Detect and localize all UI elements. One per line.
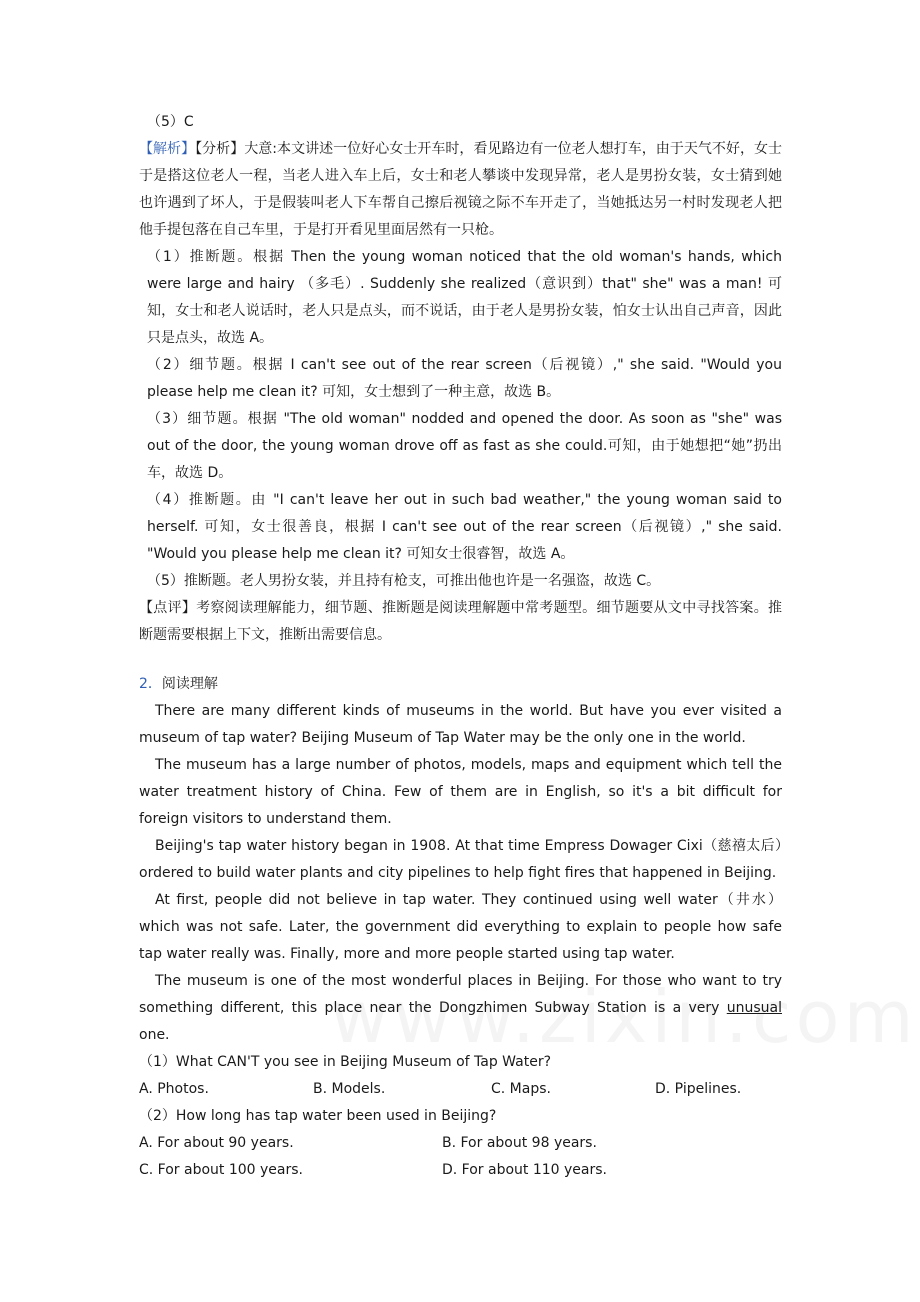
answer-line: （5）C [147, 114, 194, 130]
sub-question-1-stem: （1）What CAN'T you see in Beijing Museum of Tap Water? [139, 1054, 552, 1070]
analysis-item-3: （3）细节题。根据 "The old woman" nodded and opened the door. As soon as "she" was out of the door, the young woman drove off as fast as she could.可知，由于她想把“她”扔出车，故选 D。 [147, 411, 782, 481]
analysis-item-5: （5）推断题。老人男扮女装，并且持有枪支，可推出他也许是一名强盗，故选 C。 [147, 573, 661, 589]
question-2-heading [139, 671, 782, 698]
question-title: 阅读理解 [161, 676, 218, 692]
option-c[interactable]: C. For about 100 years. [139, 1162, 303, 1178]
option-b[interactable]: B. For about 98 years. [442, 1135, 597, 1151]
passage-paragraph-3: Beijing's tap water history began in 1908. At that time Empress Dowager Cixi（慈禧太后）ordered to build water plants and city pipelines to help fight fires that happened in Beijing. [139, 838, 782, 881]
option-b[interactable]: B. Models. [313, 1081, 386, 1097]
sub-question-2-options-row-1 [139, 1130, 782, 1157]
passage-paragraph-5 [139, 968, 782, 1049]
analysis-item-4: （4）推断题。由 "I can't leave her out in such bad weather," the young woman said to herself. 可知，女士很善良，根据 I can't see out of the rear screen（后视镜）," she said. "Would you please help me clean it? 可知女士很睿智，故选 A。 [147, 492, 782, 562]
passage-paragraph-2: The museum has a large number of photos, models, maps and equipment which tell the water treatment history of China. Few of them are in English, so it's a bit difficult for foreign visitors to understand them. [139, 757, 782, 827]
option-a[interactable]: A. Photos. [139, 1081, 209, 1097]
analysis-comment: 【点评】考察阅读理解能力，细节题、推断题是阅读理解题中常考题型。细节题要从文中寻找答案。推断题需要根据上下文，推断出需要信息。 [139, 600, 782, 643]
passage-paragraph-1: There are many different kinds of museums in the world. But have you ever visited a museum of tap water? Beijing Museum of Tap Water may be the only one in the world. [139, 703, 782, 746]
question-number: 2． [139, 676, 162, 692]
passage-paragraph-4: At first, people did not believe in tap water. They continued using well water（井水） which was not safe. Later, the government did everything to explain to people how safe tap water really was. Finally, more and more people started using tap water. [139, 892, 782, 962]
analysis-tag: 【解析】 [139, 141, 196, 157]
sub-question-1-options [139, 1076, 782, 1103]
option-d[interactable]: D. For about 110 years. [442, 1162, 607, 1178]
sub-question-2-stem: （2）How long has tap water been used in Beijing? [139, 1108, 497, 1124]
paragraph-5-end: one. [139, 1027, 170, 1043]
paragraph-5-text: The museum is one of the most wonderful places in Beijing. For those who want to try something different, this place near the Dongzhimen Subway Station is a very [139, 973, 782, 1016]
underlined-word: unusual [726, 1000, 782, 1016]
analysis-summary [139, 136, 782, 244]
spacer [139, 649, 782, 671]
document-page [139, 109, 782, 1184]
option-a[interactable]: A. For about 90 years. [139, 1135, 294, 1151]
analysis-summary-text: 大意:本文讲述一位好心女士开车时，看见路边有一位老人想打车，由于天气不好，女士于是搭这位老人一程，当老人进入车上后，女士和老人攀谈中发现异常，老人是男扮女装，女士猜到她也许遇到了坏人，于是假装叫老人下车帮自己擦后视镜之际不车开走了，当她抵达另一村时发现老人把他手提包落在自己车里，于是打开看见里面居然有一只枪。 [139, 141, 783, 238]
analysis-subtag: 【分析】 [195, 141, 245, 157]
sub-question-2-options-row-2 [139, 1157, 782, 1184]
option-d[interactable]: D. Pipelines. [655, 1081, 742, 1097]
analysis-item-2: （2）细节题。根据 I can't see out of the rear screen（后视镜）," she said. "Would you please help me clean it? 可知，女士想到了一种主意，故选 B。 [147, 357, 782, 400]
option-c[interactable]: C. Maps. [491, 1081, 551, 1097]
analysis-item-1: （1）推断题。根据 Then the young woman noticed that the old woman's hands, which were large and hairy （多毛）. Suddenly she realized（意识到）that" she" was a man! 可知，女士和老人说话时，老人只是点头，而不说话，由于老人是男扮女装，怕女士认出自己声音，因此只是点头，故选 A。 [147, 249, 782, 346]
